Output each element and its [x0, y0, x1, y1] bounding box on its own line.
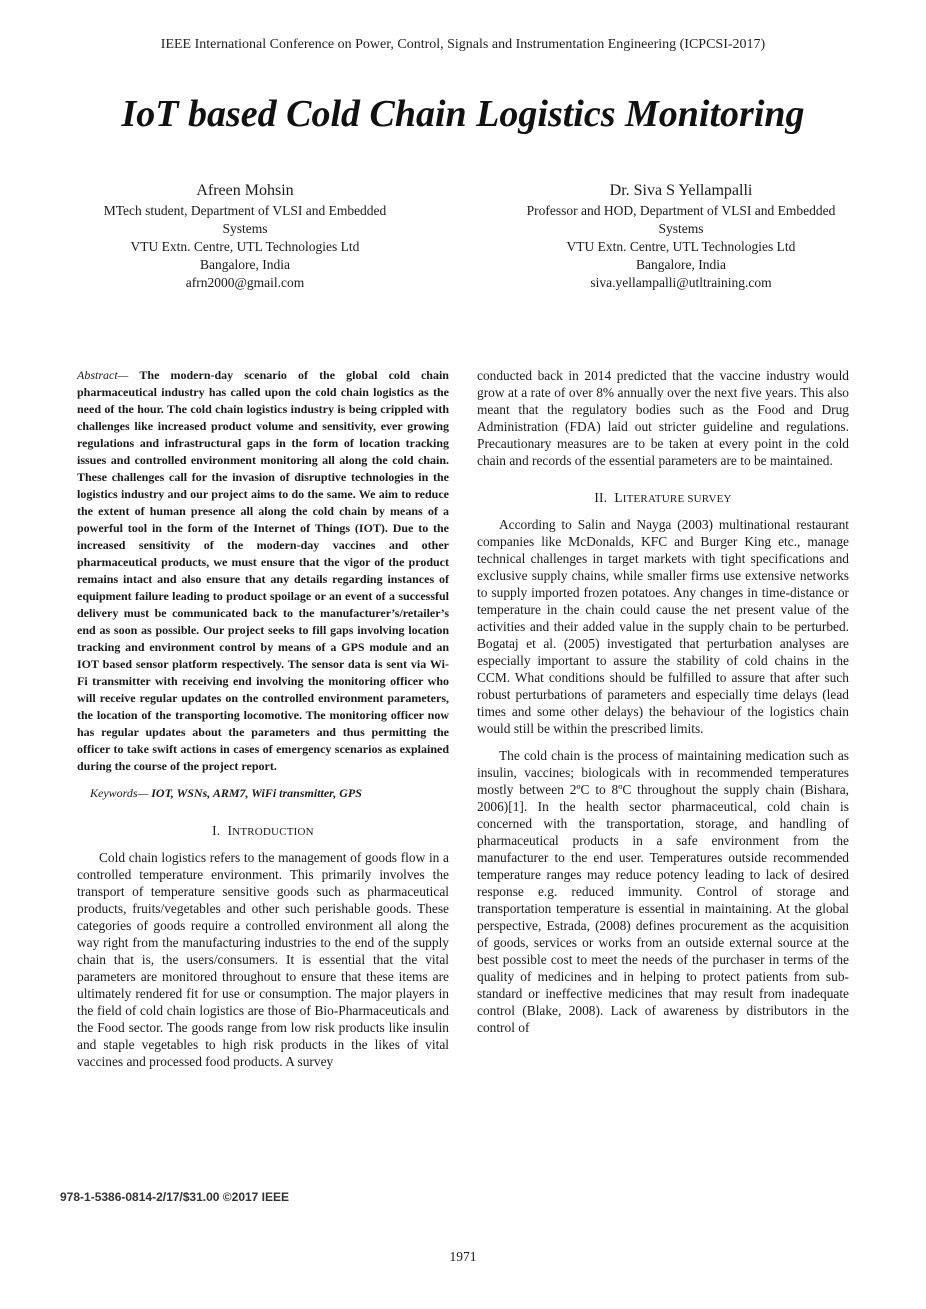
author-affiliation: VTU Extn. Centre, UTL Technologies Ltd: [566, 239, 796, 254]
section-heading-literature-survey: [477, 489, 849, 508]
author-name: Afreen Mohsin: [196, 182, 294, 199]
section-title-rest: NTRODUCTION: [232, 826, 314, 838]
conference-header: IEEE International Conference on Power, Control, Signals and Instrumentation Engineering (ICPCSI-2017): [160, 37, 766, 52]
author-email: afrn2000@gmail.com: [185, 275, 305, 290]
copyright-notice: 978-1-5386-0814-2/17/$31.00 ©2017 IEEE: [60, 1190, 290, 1204]
keywords-label: Keywords: [90, 786, 138, 800]
author-location: Bangalore, India: [200, 257, 290, 272]
paragraph: According to Salin and Nayga (2003) multinational restaurant companies like McDonalds, KFC and Burger King etc., manage technical challenges in target markets with tight specifications and exclusive supply chains, while smaller firms use extensive networks to supply imported frozen potatoes. Any changes in time-distance or temperature in the chain could cause the net present value of the activities and their added value in the supply chain to be perturbed. Bogataj et al. (2005) investigated that perturbation analyses are especially important to assure the stability of cold chains in the CCM. What conditions should be fulfilled to assure that after such robust perturbations of parameters and especially time delays (lead times and some other delays) the behaviour of the logistics chain would still be within the prescribed limits.: [477, 517, 849, 736]
author-block-1: [50, 180, 440, 292]
author-affiliation: Systems: [658, 221, 704, 236]
abstract-text: The modern-day scenario of the global cold chain pharmaceutical industry has called upon the cold chain logistics as the need of the hour. The cold chain logistics industry is being crippled with challenges like increased product volume and sensitivity, ever growing regulations and infrastructural gaps in the form of location tracking issues and controlled environment monitoring all along the cold chain. These challenges call for the invasion of disruptive technologies in the logistics industry and our project aims to do the same. We aim to reduce the extent of human presence all along the cold chain by means of a powerful tool in the form of the Internet of Things (IOT). Due to the increased sensitivity of the modern-day vaccines and other pharmaceutical products, we must ensure that the vigor of the product remains intact and also ensure that any details regarding instances of equipment failure leading to product spoilage or an event of a successful delivery must be communicated back to the manufacturer’s/retailer’s end as soon as possible. Our project seeks to fill gaps involving location tracking and environment control by means of a GPS module and an IOT based sensor platform respectively. The sensor data is sent via Wi-Fi transmitter with receiving end involving the monitoring officer who will receive regular updates on the controlled environment parameters, the location of the transporting locomotive. The monitoring officer now has regular updates about the parameters and thus permitting the officer to take swift actions in cases of emergency scenarios as explained during the course of the project report.: [77, 368, 449, 773]
abstract-label: Abstract: [77, 368, 118, 382]
paragraph: Cold chain logistics refers to the management of goods flow in a controlled temperature environment. This primarily involves the transport of temperature sensitive goods such as pharmaceutical products, fruits/vegetables and other such perishable goods. These categories of goods require a controlled environment all along the way right from the manufacturing industries to the end of the supply chain that is, the users/consumers. It is essential that the vital parameters are monitored throughout to ensure that these items are ultimately rendered fit for use or consumption. The major players in the field of cold chain logistics are those of Bio-Pharmaceuticals and the Food sector. The goods range from low risk products like insulin and staple vegetables to high risk products in the likes of vital vaccines and processed food products. A survey: [77, 850, 449, 1069]
section-heading-introduction: [77, 822, 449, 841]
author-block-2: [486, 180, 876, 292]
page-number: 1971: [449, 1249, 477, 1264]
keywords: [77, 785, 449, 802]
section-initial: I: [227, 823, 233, 838]
paper-title: IoT based Cold Chain Logistics Monitoring: [121, 93, 805, 135]
author-email: siva.yellampalli@utltraining.com: [590, 275, 772, 290]
author-affiliation: Systems: [222, 221, 268, 236]
left-column: [77, 367, 449, 1070]
section-numeral: II.: [594, 490, 608, 505]
abstract: [77, 367, 449, 775]
keywords-text: IOT, WSNs, ARM7, WiFi transmitter, GPS: [151, 786, 362, 800]
right-column: [477, 367, 849, 1036]
section-title-rest: ITERATURE SURVEY: [622, 493, 732, 505]
author-location: Bangalore, India: [636, 257, 726, 272]
abstract-dash: —: [117, 368, 140, 382]
paragraph: The cold chain is the process of maintaining medication such as insulin, vaccines; biologicals with in recommended temperatures mostly between 2ºC to 8ºC throughout the supply chain (Bishara, 2006)[1]. In the health sector pharmaceutical, cold chain is concerned with the transportation, storage, and handling of pharmaceutical products in a safe environment from the manufacturer to the end user. Temperatures outside recommended temperature ranges may reduce potency leading to lack of desired response e.g. reduced immunity. Control of storage and transportation temperature is essential in maintaining. At the global perspective, Estrada, (2008) defines procurement as the acquisition of goods, services or works from an outside external source at the best possible cost to meet the needs of the purchaser in terms of the quality of medicines and in helping to protect patients from sub-standard or ineffective medicines that may result from inadequate control (Blake, 2008). Lack of awareness by distributors in the control of: [477, 748, 849, 1035]
keywords-dash: —: [137, 786, 152, 800]
author-affiliation: MTech student, Department of VLSI and Embedded: [103, 203, 387, 218]
author-affiliation: VTU Extn. Centre, UTL Technologies Ltd: [130, 239, 360, 254]
section-numeral: I.: [212, 823, 221, 838]
author-affiliation: Professor and HOD, Department of VLSI and Embedded: [526, 203, 836, 218]
paragraph: conducted back in 2014 predicted that the vaccine industry would grow at a rate of over 8% annually over the next five years. This also meant that the regulatory bodies such as the Food and Drug Administration (FDA) laid out stricter guideline and regulations. Precautionary measures are to be taken at every point in the cold chain and records of the essential parameters are to be maintained.: [477, 368, 849, 468]
author-name: Dr. Siva S Yellampalli: [609, 182, 753, 199]
section-initial: L: [614, 490, 623, 505]
